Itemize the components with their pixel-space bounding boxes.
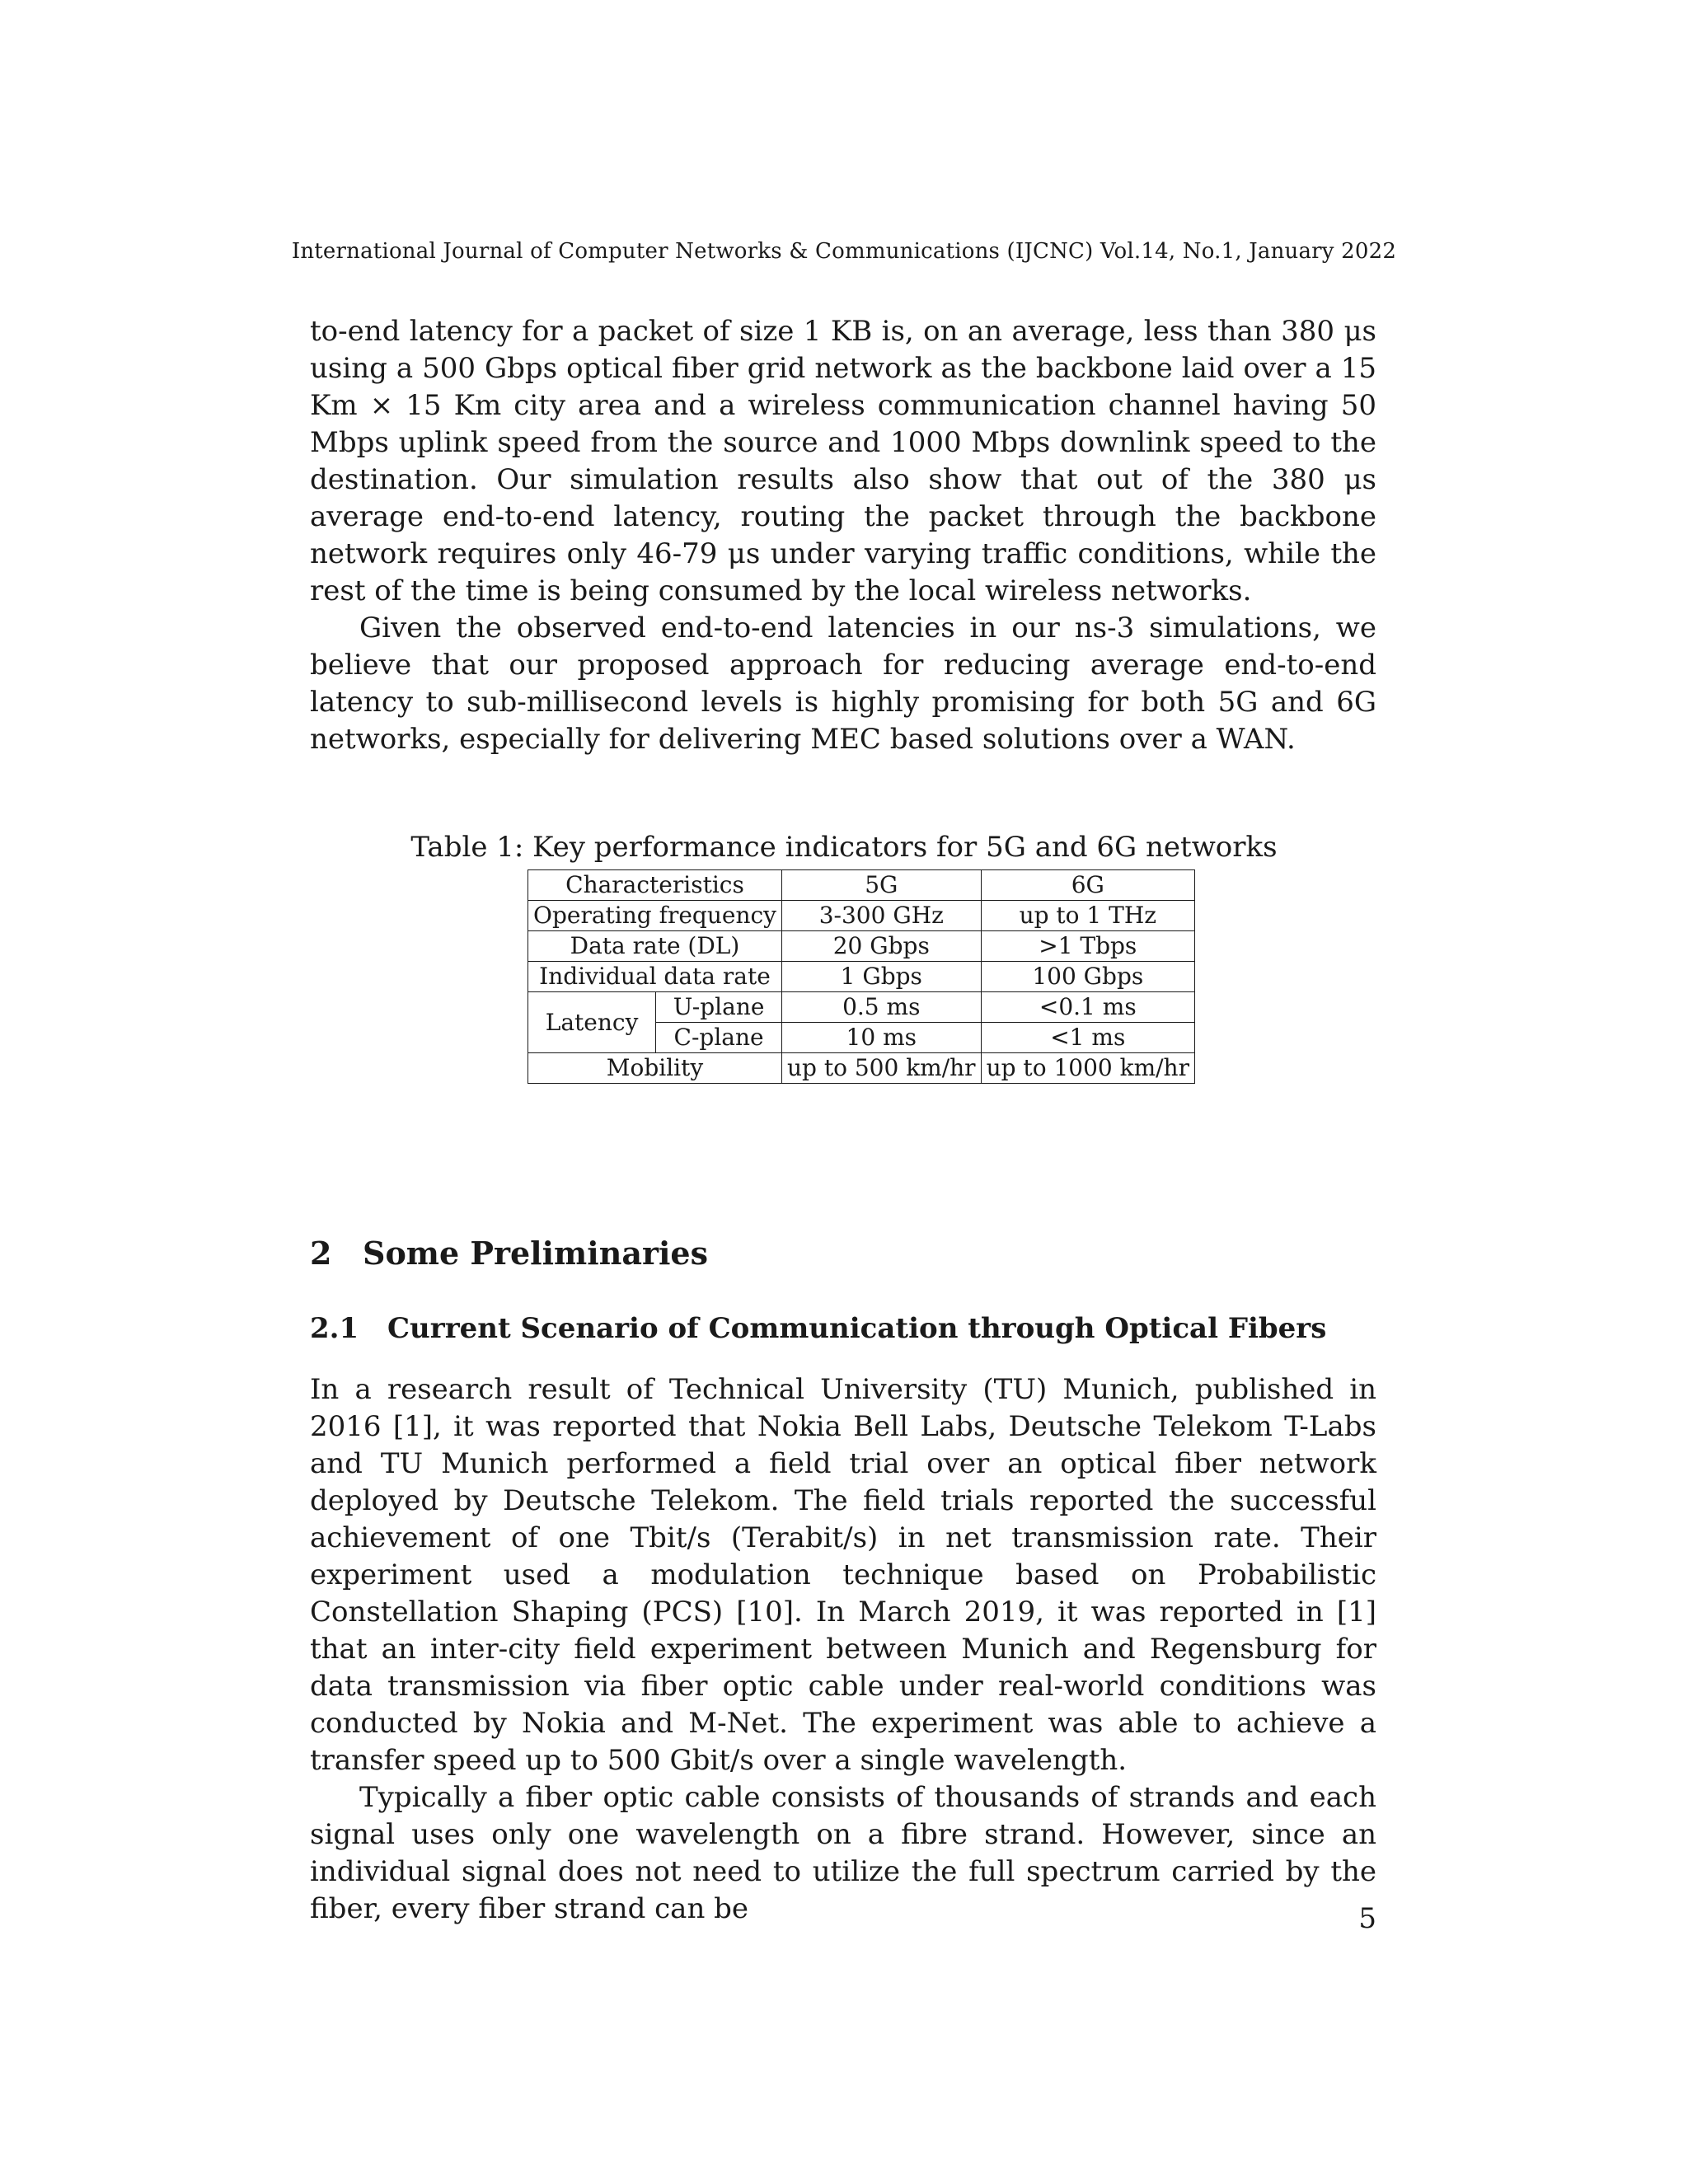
- section-title: Some Preliminaries: [363, 1235, 708, 1272]
- table-cell: Operating frequency: [528, 901, 782, 931]
- kpi-table: [528, 869, 1195, 1084]
- running-header: International Journal of Computer Networks & Communications (IJCNC) Vol.14, No.1, January 2022: [291, 239, 1397, 264]
- table-row: [528, 962, 1195, 992]
- intro-text: [310, 313, 1376, 758]
- table-cell: Latency: [528, 992, 656, 1053]
- subsection-heading: [310, 1312, 1326, 1345]
- subsection-title: Current Scenario of Communication through Optical Fibers: [387, 1312, 1327, 1345]
- table-cell: 6G: [981, 870, 1194, 901]
- table-cell: 5G: [781, 870, 981, 901]
- section-number: 2: [310, 1235, 332, 1272]
- page-number: 5: [1358, 1902, 1376, 1935]
- table-row: [528, 931, 1195, 962]
- table-cell: C-plane: [656, 1023, 782, 1053]
- table-row: [528, 1053, 1195, 1084]
- body-text: [310, 1371, 1376, 1928]
- table-cell: up to 1000 km/hr: [981, 1053, 1194, 1084]
- table-cell: >1 Tbps: [981, 931, 1194, 962]
- table-cell: 1 Gbps: [781, 962, 981, 992]
- table-header-row: [528, 870, 1195, 901]
- table-cell: Individual data rate: [528, 962, 782, 992]
- table-cell: Mobility: [528, 1053, 782, 1084]
- table-row: [528, 901, 1195, 931]
- intro-paragraph: to-end latency for a packet of size 1 KB is, on an average, less than 380 μs using a 500 Gbps optical fiber grid network as the backbone laid over a 15 Km × 15 Km city area and a wireless communication channel having 50 Mbps uplink speed from the source and 1000 Mbps downlink speed to the destination. Our simulation results also show that out of the 380 μs average end-to-end latency, routing the packet through the backbone network requires only 46-79 μs under varying traffic conditions, while the rest of the time is being consumed by the local wireless networks.: [310, 315, 1376, 607]
- table-cell: up to 1 THz: [981, 901, 1194, 931]
- table-caption: Table 1: Key performance indicators for 5G and 6G networks: [410, 831, 1278, 864]
- table-cell: 10 ms: [781, 1023, 981, 1053]
- table-cell: 100 Gbps: [981, 962, 1194, 992]
- table-row: [528, 992, 1195, 1023]
- table-cell: <1 ms: [981, 1023, 1194, 1053]
- subsection-number: 2.1: [310, 1312, 359, 1345]
- table-cell: Data rate (DL): [528, 931, 782, 962]
- table-cell: 20 Gbps: [781, 931, 981, 962]
- table-cell: U-plane: [656, 992, 782, 1023]
- body-paragraph: Typically a fiber optic cable consists of thousands of strands and each signal uses only one wavelength on a fibre strand. However, since an individual signal does not need to utilize the full spectrum carried by the fiber, every fiber strand can be: [310, 1781, 1376, 1925]
- section-heading: [310, 1235, 708, 1272]
- table-cell: 0.5 ms: [781, 992, 981, 1023]
- intro-paragraph: Given the observed end-to-end latencies in our ns-3 simulations, we believe that our proposed approach for reducing average end-to-end latency to sub-millisecond levels is highly promising for both 5G and 6G networks, especially for delivering MEC based solutions over a WAN.: [310, 612, 1376, 756]
- table-cell: Characteristics: [528, 870, 782, 901]
- table-cell: 3-300 GHz: [781, 901, 981, 931]
- body-paragraph: In a research result of Technical University (TU) Munich, published in 2016 [1], it was reported that Nokia Bell Labs, Deutsche Telekom T-Labs and TU Munich performed a field trial over an optical fiber network deployed by Deutsche Telekom. The field trials reported the successful achievement of one Tbit/s (Terabit/s) in net transmission rate. Their experiment used a modulation technique based on Probabilistic Constellation Shaping (PCS) [10]. In March 2019, it was reported in [1] that an inter-city field experiment between Munich and Regensburg for data transmission via fiber optic cable under real-world conditions was conducted by Nokia and M-Net. The experiment was able to achieve a transfer speed up to 500 Gbit/s over a single wavelength.: [310, 1373, 1376, 1777]
- table-cell: <0.1 ms: [981, 992, 1194, 1023]
- table-cell: up to 500 km/hr: [781, 1053, 981, 1084]
